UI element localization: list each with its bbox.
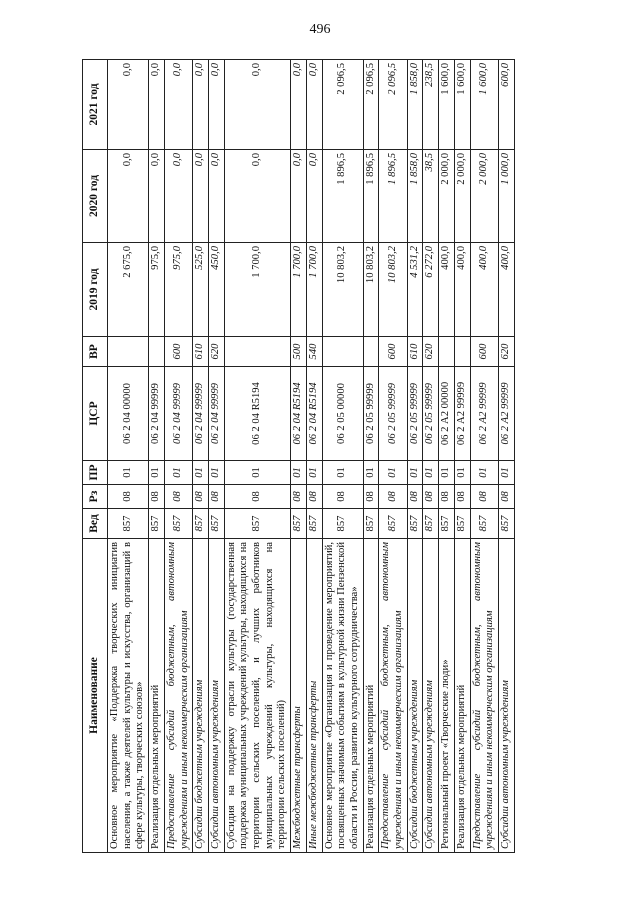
name-cell: Субсидии автономным учреждениям bbox=[423, 539, 439, 853]
value-2019-cell: 450,0 bbox=[208, 243, 224, 337]
table-row bbox=[439, 60, 455, 853]
vr-cell: 610 bbox=[407, 337, 423, 367]
ved-cell: 857 bbox=[322, 509, 363, 539]
rz-cell: 08 bbox=[193, 485, 209, 509]
value-2019-cell: 400,0 bbox=[454, 243, 470, 337]
value-2021-cell: 1 600,0 bbox=[470, 60, 498, 150]
csr-cell: 06 2 04 00000 bbox=[108, 367, 149, 461]
table-row bbox=[291, 60, 307, 853]
table-row bbox=[164, 60, 192, 853]
value-2020-cell: 1 896,5 bbox=[322, 150, 363, 243]
table-row bbox=[306, 60, 322, 853]
vr-cell: 610 bbox=[193, 337, 209, 367]
value-2021-cell: 0,0 bbox=[291, 60, 307, 150]
name-cell: Основное мероприятие «Поддержка творческих инициатив населения, а также деятелей культуры и искусства, организаций в сфере культуры, творческих союзов» bbox=[108, 539, 149, 853]
name-cell: Межбюджетные трансферты bbox=[291, 539, 307, 853]
name-cell: Реализация отдельных мероприятий bbox=[149, 539, 165, 853]
table-row bbox=[363, 60, 379, 853]
value-2019-cell: 2 675,0 bbox=[108, 243, 149, 337]
value-2021-cell: 0,0 bbox=[108, 60, 149, 150]
table-row bbox=[108, 60, 149, 853]
pr-cell: 01 bbox=[423, 461, 439, 485]
table-row bbox=[407, 60, 423, 853]
pr-cell: 01 bbox=[498, 461, 514, 485]
header-pr: ПР bbox=[83, 461, 108, 485]
name-cell: Субсидии автономным учреждениям bbox=[498, 539, 514, 853]
csr-cell: 06 2 А2 99999 bbox=[454, 367, 470, 461]
rz-cell: 08 bbox=[322, 485, 363, 509]
ved-cell: 857 bbox=[439, 509, 455, 539]
page-number: 496 bbox=[309, 22, 331, 37]
value-2021-cell: 238,5 bbox=[423, 60, 439, 150]
name-cell: Предоставление субсидий бюджетным, автономным учреждениям и иным некоммерческим организациям bbox=[379, 539, 407, 853]
pr-cell: 01 bbox=[164, 461, 192, 485]
csr-cell: 06 2 04 R5194 bbox=[291, 367, 307, 461]
header-vr: ВР bbox=[83, 337, 108, 367]
name-cell: Субсидии автономным учреждениям bbox=[208, 539, 224, 853]
ved-cell: 857 bbox=[108, 509, 149, 539]
value-2020-cell: 2 000,0 bbox=[470, 150, 498, 243]
value-2020-cell: 1 896,5 bbox=[363, 150, 379, 243]
table-row bbox=[423, 60, 439, 853]
pr-cell: 01 bbox=[379, 461, 407, 485]
rz-cell: 08 bbox=[291, 485, 307, 509]
csr-cell: 06 2 04 99999 bbox=[164, 367, 192, 461]
pr-cell: 01 bbox=[224, 461, 291, 485]
table-row bbox=[470, 60, 498, 853]
value-2021-cell: 1 600,0 bbox=[454, 60, 470, 150]
vr-cell: 600 bbox=[379, 337, 407, 367]
ved-cell: 857 bbox=[306, 509, 322, 539]
table-row bbox=[224, 60, 291, 853]
rz-cell: 08 bbox=[164, 485, 192, 509]
value-2019-cell: 525,0 bbox=[193, 243, 209, 337]
budget-table-rotated bbox=[82, 60, 554, 853]
vr-cell: 600 bbox=[470, 337, 498, 367]
vr-cell bbox=[108, 337, 149, 367]
value-2019-cell: 400,0 bbox=[470, 243, 498, 337]
table-row bbox=[208, 60, 224, 853]
value-2020-cell: 0,0 bbox=[149, 150, 165, 243]
value-2019-cell: 1 700,0 bbox=[306, 243, 322, 337]
value-2021-cell: 0,0 bbox=[149, 60, 165, 150]
value-2021-cell: 0,0 bbox=[306, 60, 322, 150]
ved-cell: 857 bbox=[193, 509, 209, 539]
value-2021-cell: 2 096,5 bbox=[379, 60, 407, 150]
table-header-row bbox=[83, 60, 108, 853]
vr-cell: 620 bbox=[498, 337, 514, 367]
value-2019-cell: 1 700,0 bbox=[224, 243, 291, 337]
ved-cell: 857 bbox=[470, 509, 498, 539]
value-2020-cell: 1 858,0 bbox=[407, 150, 423, 243]
value-2019-cell: 10 803,2 bbox=[322, 243, 363, 337]
name-cell: Субсидия на поддержку отрасли культуры (государственная поддержка муниципальных учреждений культуры, находящихся на территории сельских поселений, и лучших работников муниципальных учреждений культуры, находящихся на территории сельских поселений) bbox=[224, 539, 291, 853]
rz-cell: 08 bbox=[224, 485, 291, 509]
csr-cell: 06 2 04 99999 bbox=[208, 367, 224, 461]
pr-cell: 01 bbox=[193, 461, 209, 485]
vr-cell: 600 bbox=[164, 337, 192, 367]
value-2020-cell: 0,0 bbox=[193, 150, 209, 243]
csr-cell: 06 2 А2 99999 bbox=[470, 367, 498, 461]
header-2020: 2020 год bbox=[83, 150, 108, 243]
table-row bbox=[454, 60, 470, 853]
value-2020-cell: 2 000,0 bbox=[454, 150, 470, 243]
csr-cell: 06 2 05 00000 bbox=[322, 367, 363, 461]
header-2019: 2019 год bbox=[83, 243, 108, 337]
value-2020-cell: 38,5 bbox=[423, 150, 439, 243]
value-2020-cell: 1 896,5 bbox=[379, 150, 407, 243]
csr-cell: 06 2 А2 99999 bbox=[498, 367, 514, 461]
csr-cell: 06 2 А2 00000 bbox=[439, 367, 455, 461]
rz-cell: 08 bbox=[363, 485, 379, 509]
table-row bbox=[193, 60, 209, 853]
vr-cell: 540 bbox=[306, 337, 322, 367]
value-2019-cell: 1 700,0 bbox=[291, 243, 307, 337]
rz-cell: 08 bbox=[306, 485, 322, 509]
name-cell: Реализация отдельных мероприятий bbox=[454, 539, 470, 853]
vr-cell bbox=[149, 337, 165, 367]
rz-cell: 08 bbox=[454, 485, 470, 509]
value-2021-cell: 1 858,0 bbox=[407, 60, 423, 150]
csr-cell: 06 2 05 99999 bbox=[407, 367, 423, 461]
csr-cell: 06 2 05 99999 bbox=[379, 367, 407, 461]
value-2020-cell: 0,0 bbox=[306, 150, 322, 243]
rz-cell: 08 bbox=[470, 485, 498, 509]
value-2021-cell: 0,0 bbox=[193, 60, 209, 150]
ved-cell: 857 bbox=[224, 509, 291, 539]
table-row bbox=[498, 60, 514, 853]
pr-cell: 01 bbox=[306, 461, 322, 485]
value-2019-cell: 10 803,2 bbox=[363, 243, 379, 337]
table-body bbox=[108, 60, 515, 853]
value-2020-cell: 0,0 bbox=[108, 150, 149, 243]
rz-cell: 08 bbox=[439, 485, 455, 509]
table-row bbox=[379, 60, 407, 853]
rz-cell: 08 bbox=[149, 485, 165, 509]
value-2021-cell: 0,0 bbox=[208, 60, 224, 150]
name-cell: Предоставление субсидий бюджетным, автономным учреждениям и иным некоммерческим организациям bbox=[470, 539, 498, 853]
name-cell: Реализация отдельных мероприятий bbox=[363, 539, 379, 853]
table-row bbox=[322, 60, 363, 853]
value-2019-cell: 10 803,2 bbox=[379, 243, 407, 337]
value-2021-cell: 1 600,0 bbox=[439, 60, 455, 150]
ved-cell: 857 bbox=[164, 509, 192, 539]
value-2019-cell: 6 272,0 bbox=[423, 243, 439, 337]
header-csr: ЦСР bbox=[83, 367, 108, 461]
vr-cell bbox=[224, 337, 291, 367]
pr-cell: 01 bbox=[108, 461, 149, 485]
vr-cell bbox=[439, 337, 455, 367]
value-2019-cell: 400,0 bbox=[439, 243, 455, 337]
pr-cell: 01 bbox=[363, 461, 379, 485]
ved-cell: 857 bbox=[208, 509, 224, 539]
ved-cell: 857 bbox=[423, 509, 439, 539]
ved-cell: 857 bbox=[363, 509, 379, 539]
name-cell: Основное мероприятие «Организация и проведение мероприятий, посвященных значимым событиям в культурной жизни Пензенской области и России, развитию культурного сотрудничества» bbox=[322, 539, 363, 853]
ved-cell: 857 bbox=[379, 509, 407, 539]
csr-cell: 06 2 04 R5194 bbox=[224, 367, 291, 461]
csr-cell: 06 2 04 99999 bbox=[193, 367, 209, 461]
name-cell: Субсидии бюджетным учреждениям bbox=[193, 539, 209, 853]
value-2021-cell: 2 096,5 bbox=[363, 60, 379, 150]
rz-cell: 08 bbox=[208, 485, 224, 509]
vr-cell: 620 bbox=[208, 337, 224, 367]
rz-cell: 08 bbox=[379, 485, 407, 509]
vr-cell bbox=[322, 337, 363, 367]
csr-cell: 06 2 05 99999 bbox=[423, 367, 439, 461]
rz-cell: 08 bbox=[407, 485, 423, 509]
ved-cell: 857 bbox=[291, 509, 307, 539]
budget-table bbox=[82, 59, 515, 853]
value-2019-cell: 975,0 bbox=[164, 243, 192, 337]
value-2019-cell: 4 531,2 bbox=[407, 243, 423, 337]
value-2019-cell: 975,0 bbox=[149, 243, 165, 337]
csr-cell: 06 2 05 99999 bbox=[363, 367, 379, 461]
pr-cell: 01 bbox=[439, 461, 455, 485]
csr-cell: 06 2 04 99999 bbox=[149, 367, 165, 461]
rz-cell: 08 bbox=[108, 485, 149, 509]
value-2020-cell: 0,0 bbox=[224, 150, 291, 243]
value-2021-cell: 0,0 bbox=[164, 60, 192, 150]
value-2021-cell: 0,0 bbox=[224, 60, 291, 150]
rz-cell: 08 bbox=[498, 485, 514, 509]
pr-cell: 01 bbox=[322, 461, 363, 485]
header-rz: Рз bbox=[83, 485, 108, 509]
value-2019-cell: 400,0 bbox=[498, 243, 514, 337]
pr-cell: 01 bbox=[291, 461, 307, 485]
pr-cell: 01 bbox=[454, 461, 470, 485]
name-cell: Субсидии бюджетным учреждениям bbox=[407, 539, 423, 853]
header-2021: 2021 год bbox=[83, 60, 108, 150]
rz-cell: 08 bbox=[423, 485, 439, 509]
header-ved: Вед bbox=[83, 509, 108, 539]
pr-cell: 01 bbox=[208, 461, 224, 485]
value-2020-cell: 2 000,0 bbox=[439, 150, 455, 243]
vr-cell bbox=[454, 337, 470, 367]
name-cell: Предоставление субсидий бюджетным, автономным учреждениям и иным некоммерческим организациям bbox=[164, 539, 192, 853]
value-2021-cell: 2 096,5 bbox=[322, 60, 363, 150]
ved-cell: 857 bbox=[454, 509, 470, 539]
table-row bbox=[149, 60, 165, 853]
vr-cell bbox=[363, 337, 379, 367]
pr-cell: 01 bbox=[407, 461, 423, 485]
vr-cell: 620 bbox=[423, 337, 439, 367]
value-2020-cell: 0,0 bbox=[208, 150, 224, 243]
ved-cell: 857 bbox=[407, 509, 423, 539]
name-cell: Иные межбюджетные трансферты bbox=[306, 539, 322, 853]
csr-cell: 06 2 04 R5194 bbox=[306, 367, 322, 461]
value-2020-cell: 0,0 bbox=[291, 150, 307, 243]
ved-cell: 857 bbox=[498, 509, 514, 539]
name-cell: Региональный проект «Творческие люди» bbox=[439, 539, 455, 853]
vr-cell: 500 bbox=[291, 337, 307, 367]
value-2020-cell: 1 000,0 bbox=[498, 150, 514, 243]
ved-cell: 857 bbox=[149, 509, 165, 539]
pr-cell: 01 bbox=[149, 461, 165, 485]
pr-cell: 01 bbox=[470, 461, 498, 485]
header-name: Наименование bbox=[83, 539, 108, 853]
value-2021-cell: 600,0 bbox=[498, 60, 514, 150]
value-2020-cell: 0,0 bbox=[164, 150, 192, 243]
